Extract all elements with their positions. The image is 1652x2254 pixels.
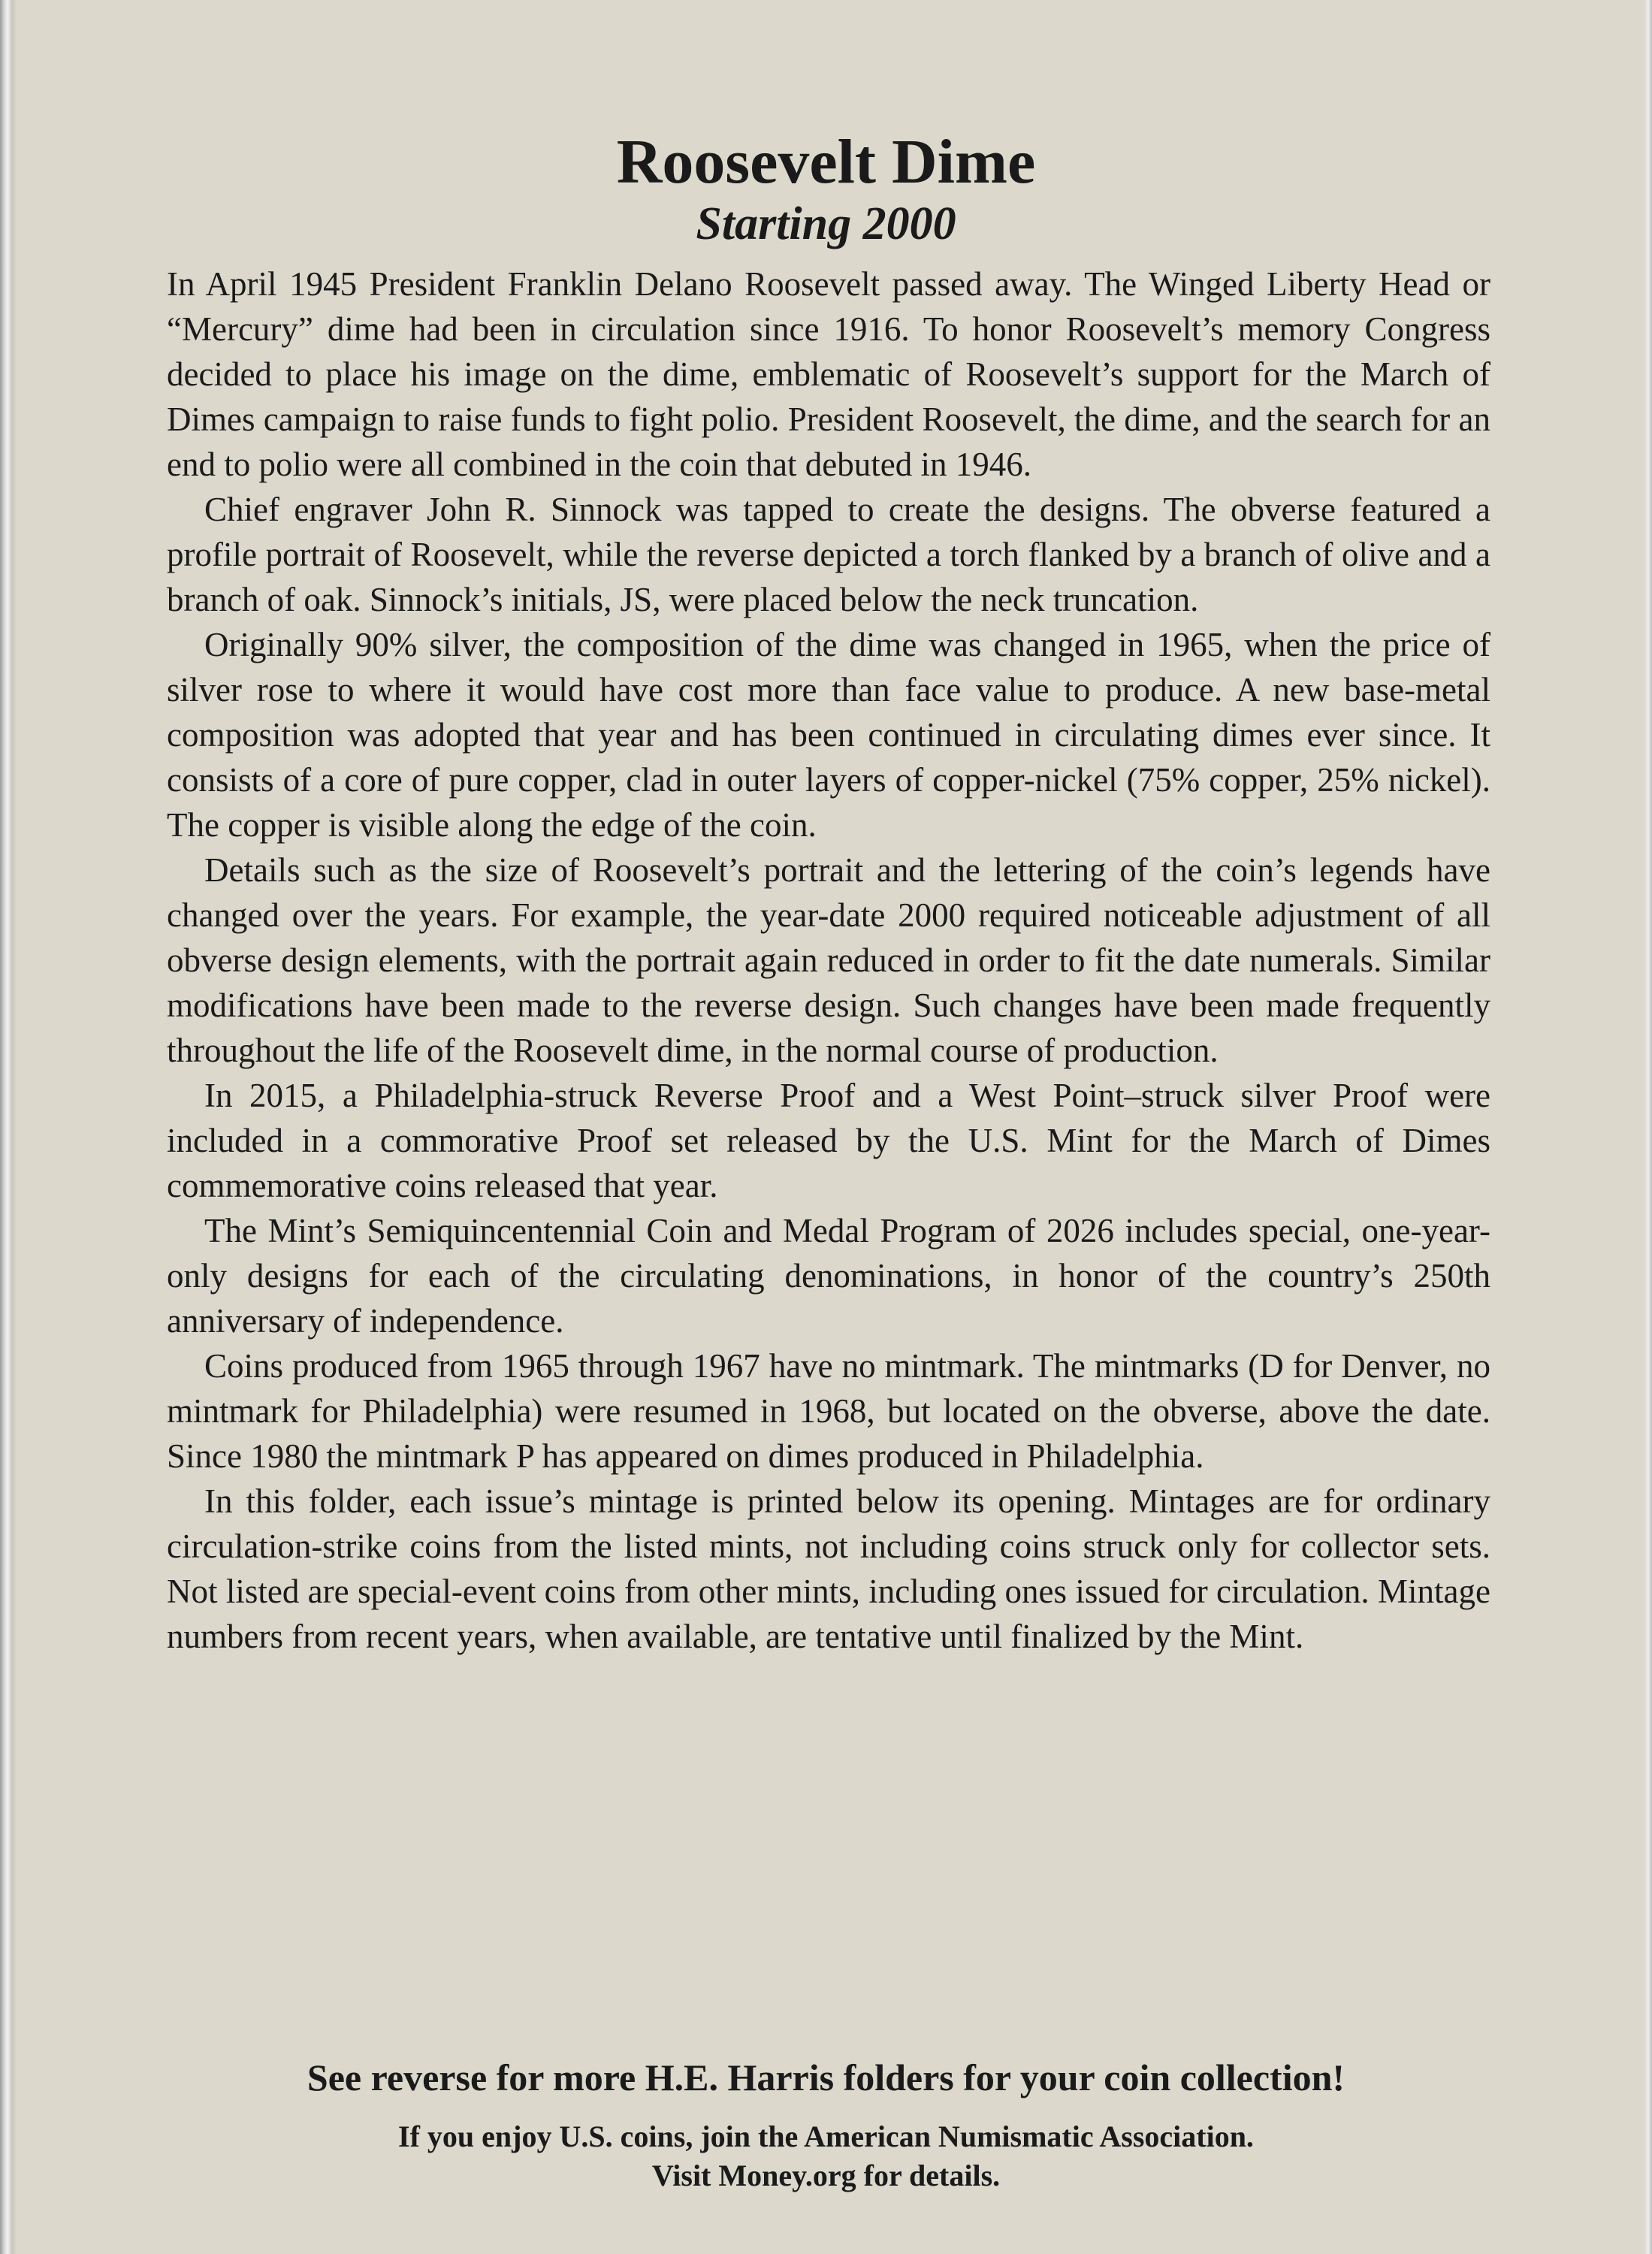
page-left-edge <box>0 0 17 2254</box>
page-title: Roosevelt Dime <box>616 127 1036 197</box>
paragraph-mintages: In this folder, each issue’s mintage is printed below its opening. Mintages are for ordinary circulation-strike coins from the listed mints, not including coins struck only for collector sets. Not listed are special-event coins from other mints, including ones issued for circulation. Mintage numbers from recent years, when available, are tentative until finalized by the Mint. <box>167 1482 1490 1655</box>
paragraph-composition: Originally 90% silver, the composition of the dime was changed in 1965, when the price of silver rose to where it would have cost more than face value to produce. A new base-metal composition was adopted that year and has been continued in circulating dimes ever since. It consists of a core of pure copper, clad in outer layers of copper-nickel (75% copper, 25% nickel). The copper is visible along the edge of the coin. <box>167 626 1490 844</box>
paragraph-design: Chief engraver John R. Sinnock was tapped to create the designs. The obverse featured a profile portrait of Roosevelt, while the reverse depicted a torch flanked by a branch of olive and a branch of oak. Sinnock’s initials, JS, were placed below the neck truncation. <box>167 491 1490 618</box>
ana-notice <box>0 2117 1652 2195</box>
paragraph-mintmarks: Coins produced from 1965 through 1967 have no mintmark. The mintmarks (D for Denver, no mintmark for Philadelphia) were resumed in 1968, but located on the obverse, above the date. Since 1980 the mintmark P has appeared on dimes produced in Philadelphia. <box>167 1347 1490 1475</box>
paragraph-changes: Details such as the size of Roosevelt’s portrait and the lettering of the coin’s legends have changed over the years. For example, the year-date 2000 required noticeable adjustment of all obverse design elements, with the portrait again reduced in order to fit the date numerals. Similar modifications have been made to the reverse design. Such changes have been made frequently throughout the life of the Roosevelt dime, in the normal course of production. <box>167 851 1490 1069</box>
ana-join-line: If you enjoy U.S. coins, join the American Numismatic Association. <box>398 2120 1254 2153</box>
paragraph-semiquincentennial: The Mint’s Semiquincentennial Coin and Medal Program of 2026 includes special, one-year-only designs for each of the circulating denominations, in honor of the country’s 250th anniversary of independence. <box>167 1212 1490 1340</box>
paragraph-history: In April 1945 President Franklin Delano Roosevelt passed away. The Winged Liberty Head or “Mercury” dime had been in circulation since 1916. To honor Roosevelt’s memory Congress decided to place his image on the dime, emblematic of Roosevelt’s support for the March of Dimes campaign to raise funds to fight polio. President Roosevelt, the dime, and the search for an end to polio were all combined in the coin that debuted in 1946. <box>167 265 1490 483</box>
page-right-edge <box>1644 0 1652 2254</box>
article-body <box>167 261 1490 1659</box>
promo-line: See reverse for more H.E. Harris folders for your coin collection! <box>307 2056 1345 2098</box>
ana-visit-line: Visit Money.org for details. <box>651 2159 1001 2192</box>
page-subtitle: Starting 2000 <box>696 198 956 249</box>
paragraph-2015-proofs: In 2015, a Philadelphia-struck Reverse Proof and a West Point–struck silver Proof were included in a commorative Proof set released by the U.S. Mint for the March of Dimes commemorative coins released that year. <box>167 1077 1490 1204</box>
